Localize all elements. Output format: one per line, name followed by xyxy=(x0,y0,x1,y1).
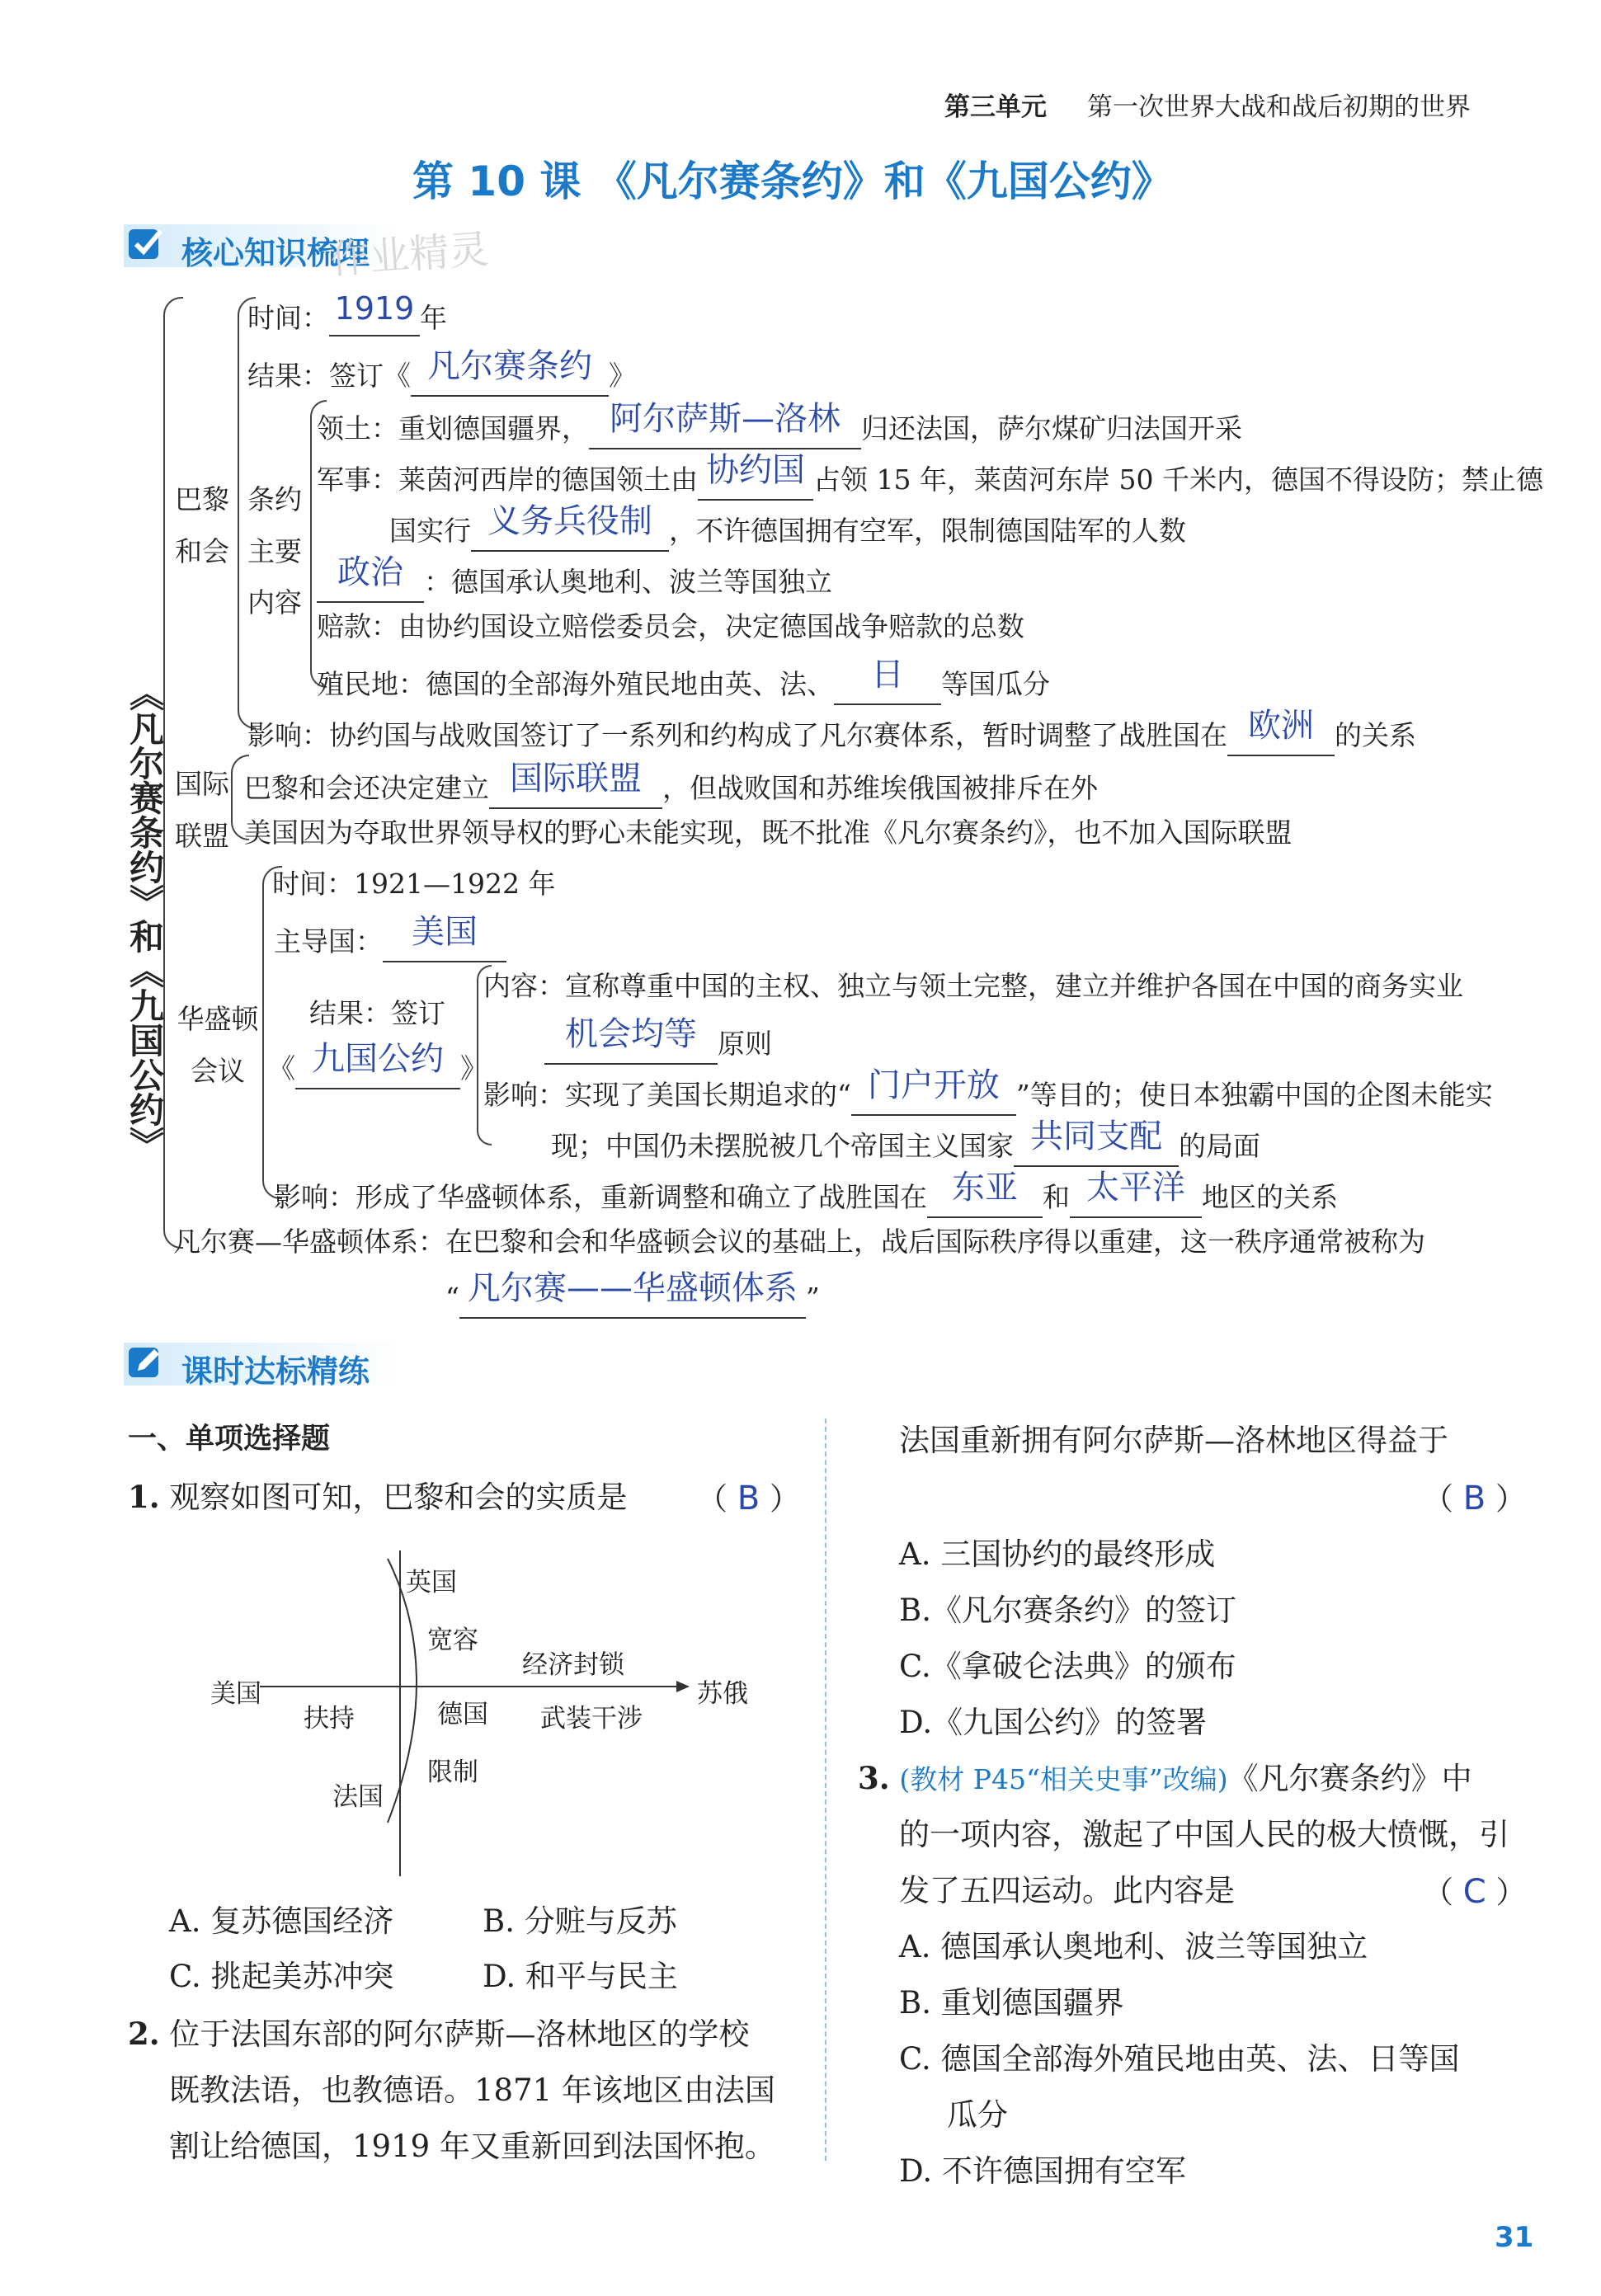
q3-answer: C xyxy=(1462,1873,1486,1911)
q3-option-c[interactable]: C. 德国全部海外殖民地由英、法、日等国 xyxy=(899,2041,1460,2077)
section-core-title: 核心知识梳理 xyxy=(181,235,370,271)
wash-result: 结果：签订 xyxy=(309,997,445,1029)
diagram-econ: 经济封锁 xyxy=(522,1650,624,1680)
q2-answer-paren: （ B ） xyxy=(1423,1480,1526,1517)
q1-option-b[interactable]: B. 分赃与反苏 xyxy=(483,1903,677,1939)
treaty-label: 条约主要内容 xyxy=(247,483,302,619)
q2-option-b[interactable]: B.《凡尔赛条约》的签订 xyxy=(899,1593,1236,1628)
vw-system: 凡尔赛—华盛顿体系：在巴黎和会和华盛顿会议的基础上，战后国际秩序得以重建，这一秩序通常被称为 xyxy=(173,1226,1425,1258)
checkbox-icon xyxy=(126,224,166,264)
paris-influence: 影响：协约国与战败国签订了一系列和约构成了凡尔赛体系，暂时调整了战胜国在 欧洲 的关系 xyxy=(247,708,1416,756)
column-divider xyxy=(825,1419,826,2161)
q2-stem-3: 割让给德国，1919 年又重新回到法国怀抱。 xyxy=(169,2129,775,2164)
diagram-france: 法国 xyxy=(332,1782,384,1812)
q1-option-c[interactable]: C. 挑起美苏冲突 xyxy=(169,1959,394,1994)
q3-stem-2: 的一项内容，激起了中国人民的极大愤慨，引 xyxy=(899,1817,1509,1852)
q2-stem-2: 既教法语，也教德语。1871 年该地区由法国 xyxy=(169,2073,775,2108)
q2-stem-1: 2. 位于法国东部的阿尔萨斯—洛林地区的学校 xyxy=(128,2016,750,2052)
treaty-military-2: 国实行 义务兵役制 ，不许德国拥有空军，限制德国陆军的人数 xyxy=(389,503,1186,552)
q2-answer: B xyxy=(1462,1480,1486,1517)
root-label: 《凡尔赛条约》和《九国公约》 xyxy=(125,676,165,1161)
q2-option-c[interactable]: C.《拿破仑法典》的颁布 xyxy=(899,1649,1236,1684)
diagram-uk: 英国 xyxy=(406,1568,457,1597)
q3-stem-3: 发了五四运动。此内容是 xyxy=(899,1873,1235,1908)
q2-stem-4: 法国重新拥有阿尔萨斯—洛林地区得益于 xyxy=(899,1423,1448,1458)
q3-option-d[interactable]: D. 不许德国拥有空军 xyxy=(899,2153,1186,2189)
q3-option-b[interactable]: B. 重划德国疆界 xyxy=(899,1985,1124,2021)
q3-option-c-cont: 瓜分 xyxy=(947,2097,1008,2133)
q3-answer-paren: （ C ） xyxy=(1423,1873,1527,1911)
q1-option-d[interactable]: D. 和平与民主 xyxy=(483,1959,678,1994)
treaty-reparations: 赔款：由协约国设立赔偿委员会，决定德国战争赔款的总数 xyxy=(317,610,1024,642)
paris-result: 结果：签订《 凡尔赛条约 》 xyxy=(247,348,636,397)
header-unit-title: 第一次世界大战和战后初期的世界 xyxy=(1087,92,1471,122)
page-title: 第 10 课 《凡尔赛条约》和《九国公约》 xyxy=(412,158,1173,205)
diagram-tolerant: 宽容 xyxy=(427,1626,478,1655)
paris-label: 巴黎和会 xyxy=(175,483,229,567)
league-label: 国际联盟 xyxy=(175,768,229,852)
header-unit: 第三单元 xyxy=(944,92,1047,122)
league-1: 巴黎和会还决定建立 国际联盟 ，但战败国和苏维埃俄国被排斥在外 xyxy=(244,760,1098,809)
part1-title: 一、单项选择题 xyxy=(128,1423,331,1456)
q3-option-a[interactable]: A. 德国承认奥地利、波兰等国独立 xyxy=(899,1929,1368,1964)
wash-lead: 主导国： 美国 xyxy=(274,914,506,962)
diagram-usa: 美国 xyxy=(210,1679,261,1709)
wash-label: 华盛顿会议 xyxy=(177,1003,259,1087)
diagram-restrict: 限制 xyxy=(427,1757,478,1787)
wash-result-treaty: 《 九国公约 》 xyxy=(268,1041,487,1089)
treaty-colonies: 殖民地：德国的全部海外殖民地由英、法、 日 等国瓜分 xyxy=(317,656,1050,705)
wash-impact: 影响：实现了美国长期追求的“ 门户开放 ”等目的；使日本独霸中国的企图未能实 xyxy=(483,1067,1493,1116)
wash-content-2: 机会均等 原则 xyxy=(544,1016,772,1065)
q1-answer-paren: （ B ） xyxy=(697,1480,800,1517)
wash-time: 时间：1921—1922 年 xyxy=(272,868,556,900)
paris-time: 时间： 1919 年 xyxy=(247,297,447,336)
wash-impact-2: 现；中国仍未摆脱被几个帝国主义国家 共同支配 的局面 xyxy=(551,1118,1260,1167)
treaty-military: 军事：莱茵河西岸的德国领土由 协约国 占领 15 年，莱茵河东岸 50 千米内，德国不得设防；禁止德 xyxy=(317,452,1543,501)
diagram-germany: 德国 xyxy=(437,1700,488,1729)
q1-option-a[interactable]: A. 复苏德国经济 xyxy=(169,1903,394,1939)
diagram-armed: 武装干涉 xyxy=(540,1704,643,1734)
q2-option-a[interactable]: A. 三国协约的最终形成 xyxy=(899,1536,1216,1572)
q3-source: (教材 P45“相关史事”改编) xyxy=(899,1763,1228,1795)
treaty-territory: 领土：重划德国疆界， 阿尔萨斯—洛林 归还法国，萨尔煤矿归法国开采 xyxy=(317,401,1242,449)
q2-option-d[interactable]: D.《九国公约》的签署 xyxy=(899,1705,1208,1740)
diagram-russia: 苏俄 xyxy=(697,1679,748,1709)
watermark: 作业精灵 xyxy=(328,226,491,284)
treaty-politics: 政治 ：德国承认奥地利、波兰等国独立 xyxy=(317,554,832,603)
wash-content: 内容：宣称尊重中国的主权、独立与领土完整，建立并维护各国在中国的商务实业 xyxy=(483,970,1463,1002)
wash-influence: 影响：形成了华盛顿体系，重新调整和确立了战胜国在 东亚 和 太平洋 地区的关系 xyxy=(274,1169,1338,1218)
q3-stem-1: 3. (教材 P45“相关史事”改编)《凡尔赛条约》中 xyxy=(858,1760,1472,1796)
q1-answer: B xyxy=(737,1480,760,1517)
section-practice-title: 课时达标精练 xyxy=(181,1353,370,1390)
diagram-support: 扶持 xyxy=(304,1704,355,1734)
pencil-icon xyxy=(126,1343,166,1382)
vw-system-answer: “ 凡尔赛——华盛顿体系 ” xyxy=(445,1270,820,1319)
league-2: 美国因为夺取世界领导权的野心未能实现，既不批准《凡尔赛条约》，也不加入国际联盟 xyxy=(244,816,1293,849)
page-number: 31 xyxy=(1495,2221,1534,2254)
q1-stem: 1. 观察如图可知，巴黎和会的实质是 xyxy=(128,1479,628,1515)
